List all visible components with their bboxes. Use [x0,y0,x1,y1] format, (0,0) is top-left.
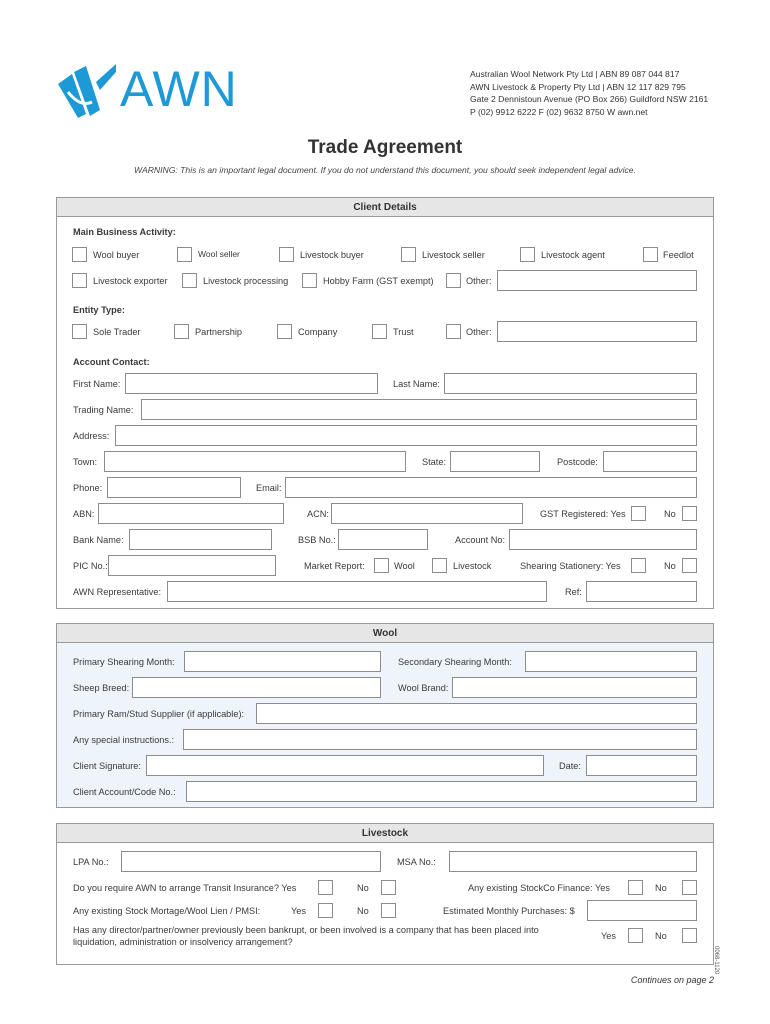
checkbox-stationery-yes[interactable] [631,558,646,573]
bankruptcy-question-line-1: Has any director/partner/owner previously been bankrupt, or been involved is a company that has been placed into [73,925,539,935]
address-field[interactable] [115,425,697,446]
entity-type-label: Entity Type: [73,305,125,315]
first-name-field[interactable] [125,373,378,394]
last-name-label: Last Name: [393,379,440,389]
checkbox-livestock-processing[interactable] [182,273,197,288]
checkbox-bankruptcy-no[interactable] [682,928,697,943]
bsb-label: BSB No.: [298,535,336,545]
postcode-label: Postcode: [557,457,598,467]
wool-brand-label: Wool Brand: [398,683,449,693]
msa-label: MSA No.: [397,857,436,867]
document-title: Trade Agreement [307,137,463,158]
wool-buyer-label: Wool buyer [93,250,140,260]
awn-representative-label: AWN Representative: [73,587,161,597]
checkbox-stockco-no[interactable] [682,880,697,895]
secondary-shearing-month-field[interactable] [525,651,697,672]
pic-field[interactable] [108,555,276,576]
checkbox-transit-yes[interactable] [318,880,333,895]
mortgage-label: Any existing Stock Mortage/Wool Lien / PMSI: [73,906,261,916]
primary-shearing-month-field[interactable] [184,651,381,672]
account-no-field[interactable] [509,529,697,550]
transit-insurance-label: Do you require AWN to arrange Transit Insurance? Yes [73,883,297,893]
date-label: Date: [559,761,581,771]
sheep-breed-label: Sheep Breed: [73,683,130,693]
abn-label: ABN: [73,509,95,519]
bank-name-field[interactable] [129,529,272,550]
bankruptcy-no-label: No [655,931,667,941]
special-instructions-label: Any special instructions.: [73,735,175,745]
wool-seller-label: Wool seller [198,249,240,259]
abn-field[interactable] [98,503,284,524]
checkbox-company[interactable] [277,324,292,339]
continues-note: Continues on page 2 [630,975,714,985]
partnership-label: Partnership [195,327,242,337]
email-field[interactable] [285,477,697,498]
account-code-field[interactable] [186,781,697,802]
monthly-purchases-label: Estimated Monthly Purchases: $ [443,906,575,916]
sheep-breed-field[interactable] [132,677,381,698]
checkbox-hobby-farm[interactable] [302,273,317,288]
primary-shearing-month-label: Primary Shearing Month: [73,657,175,667]
awn-representative-field[interactable] [167,581,547,602]
sole-trader-label: Sole Trader [93,327,141,337]
checkbox-sole-trader[interactable] [72,324,87,339]
checkbox-wool-seller[interactable] [177,247,192,262]
client-signature-label: Client Signature: [73,761,141,771]
checkbox-mortgage-yes[interactable] [318,903,333,918]
livestock-exporter-label: Livestock exporter [93,276,168,286]
lpa-field[interactable] [121,851,381,872]
checkbox-partnership[interactable] [174,324,189,339]
feedlot-label: Feedlot [663,250,694,260]
phone-field[interactable] [107,477,241,498]
stockco-no-label: No [655,883,667,893]
msa-field[interactable] [449,851,697,872]
activity-other-field[interactable] [497,270,697,291]
trust-label: Trust [393,327,414,337]
checkbox-livestock-buyer[interactable] [279,247,294,262]
hobby-farm-label: Hobby Farm (GST exempt) [323,276,434,286]
checkbox-livestock-agent[interactable] [520,247,535,262]
market-report-wool-label: Wool [394,561,415,571]
company-address: Australian Wool Network Pty Ltd | ABN 89 087 044 817 AWN Livestock & Property Pty Ltd | ABN 12 117 829 795 Gate 2 Dennistoun Avenue (PO Box 266) Guildford NSW 2161 P (02) 9912 6222 F (02) 9632 8750 W awn.net [470,69,709,117]
wool-brand-field[interactable] [452,677,697,698]
wool-heading: Wool [56,623,714,643]
client-signature-field[interactable] [146,755,544,776]
account-contact-label: Account Contact: [73,357,150,367]
checkbox-stationery-no[interactable] [682,558,697,573]
stockco-finance-label: Any existing StockCo Finance: Yes [468,883,610,893]
monthly-purchases-field[interactable] [587,900,697,921]
logo-text: AWN [120,61,238,117]
state-label: State: [422,457,447,467]
shearing-stationery-label: Shearing Stationery: Yes [520,561,621,571]
address-label: Address: [73,431,110,441]
checkbox-market-report-livestock[interactable] [432,558,447,573]
stationery-no-label: No [664,561,676,571]
last-name-field[interactable] [444,373,697,394]
checkbox-entity-other[interactable] [446,324,461,339]
checkbox-gst-no[interactable] [682,506,697,521]
bankruptcy-question-line-2: liquidation, administration or insolvency arrangement? [73,937,293,947]
checkbox-gst-yes[interactable] [631,506,646,521]
first-name-label: First Name: [73,379,121,389]
checkbox-bankruptcy-yes[interactable] [628,928,643,943]
checkbox-transit-no[interactable] [381,880,396,895]
checkbox-feedlot[interactable] [643,247,658,262]
ref-field[interactable] [586,581,697,602]
checkbox-trust[interactable] [372,324,387,339]
phone-label: Phone: [73,483,103,493]
lpa-label: LPA No.: [73,857,109,867]
ram-supplier-label: Primary Ram/Stud Supplier (if applicable): [73,709,245,719]
acn-field[interactable] [331,503,523,524]
bankruptcy-yes-label: Yes [601,931,616,941]
checkbox-wool-buyer[interactable] [72,247,87,262]
pic-label: PIC No.: [73,561,108,571]
ram-supplier-field[interactable] [256,703,697,724]
market-report-livestock-label: Livestock [453,561,492,571]
checkbox-livestock-seller[interactable] [401,247,416,262]
checkbox-livestock-exporter[interactable] [72,273,87,288]
town-label: Town: [73,457,97,467]
livestock-agent-label: Livestock agent [541,250,605,260]
company-label: Company [298,327,338,337]
ref-label: Ref: [565,587,582,597]
mortgage-no-label: No [357,906,369,916]
livestock-processing-label: Livestock processing [203,276,289,286]
transit-no-label: No [357,883,369,893]
checkbox-activity-other[interactable] [446,273,461,288]
legal-warning: WARNING: This is an important legal document. If you do not understand this document, you should seek independent legal advice. [134,165,636,175]
client-details-heading: Client Details [56,197,714,217]
bank-name-label: Bank Name: [73,535,124,545]
special-instructions-field[interactable] [183,729,697,750]
main-business-label: Main Business Activity: [73,227,176,237]
entity-other-field[interactable] [497,321,697,342]
livestock-buyer-label: Livestock buyer [300,250,364,260]
trading-name-field[interactable] [141,399,697,420]
awn-logo-icon [56,62,118,125]
postcode-field[interactable] [603,451,697,472]
secondary-shearing-month-label: Secondary Shearing Month: [398,657,512,667]
mortgage-yes-label: Yes [291,906,306,916]
activity-other-label: Other: [466,276,492,286]
bsb-field[interactable] [338,529,428,550]
acn-label: ACN: [307,509,329,519]
market-report-label: Market Report: [304,561,365,571]
town-field[interactable] [104,451,406,472]
trading-name-label: Trading Name: [73,405,134,415]
account-code-label: Client Account/Code No.: [73,787,176,797]
gst-no-label: No [664,509,676,519]
checkbox-stockco-yes[interactable] [628,880,643,895]
livestock-seller-label: Livestock seller [422,250,485,260]
livestock-heading: Livestock [56,823,714,843]
checkbox-market-report-wool[interactable] [374,558,389,573]
date-field[interactable] [586,755,697,776]
entity-other-label: Other: [466,327,492,337]
gst-registered-label: GST Registered: Yes [540,509,626,519]
checkbox-mortgage-no[interactable] [381,903,396,918]
state-field[interactable] [450,451,540,472]
email-label: Email: [256,483,282,493]
account-no-label: Account No: [455,535,506,545]
form-code: 0068-1120 [713,946,719,975]
